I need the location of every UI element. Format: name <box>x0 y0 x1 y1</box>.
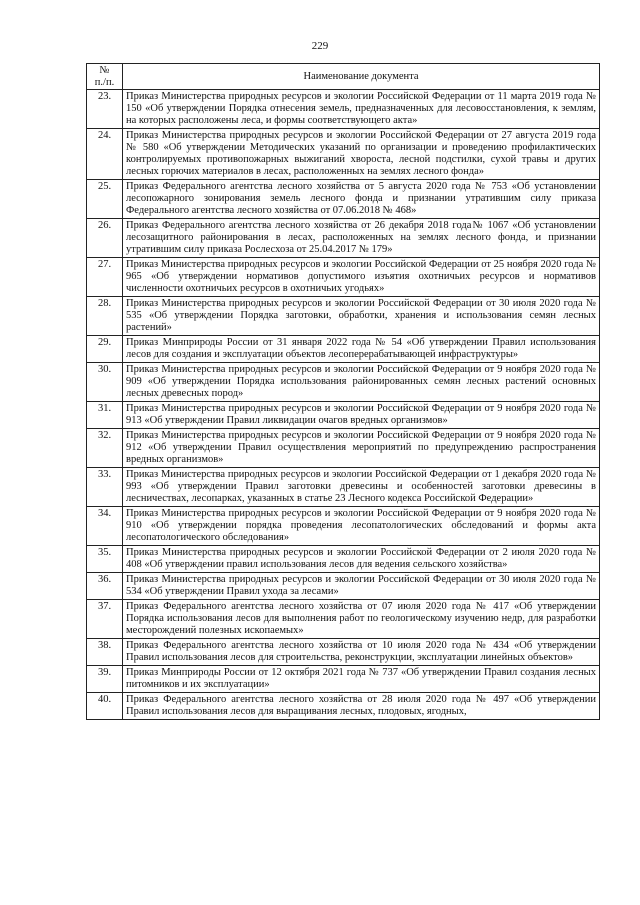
document-title: Приказ Министерства природных ресурсов и экологии Российской Федерации от 11 марта 2019 года № 150 «Об утверждении Порядка отнесения земель, предназначенных для лесовосстановления, к землям, на которых расположены леса, и формы соответствующего акта» <box>123 90 600 129</box>
document-title: Приказ Федерального агентства лесного хозяйства от 10 июля 2020 года № 434 «Об утверждении Правил использования лесов для строительства, реконструкции, эксплуатации линейных объектов» <box>123 639 600 666</box>
table-row <box>87 297 600 336</box>
row-number: 24. <box>87 129 123 180</box>
table-row <box>87 639 600 666</box>
document-title: Приказ Федерального агентства лесного хозяйства от 5 августа 2020 года № 753 «Об установлении лесопожарного зонирования земель лесного фонда и признании утратившим силу приказа Федерального агентства лесного хозяйства от 07.06.2018 № 468» <box>123 180 600 219</box>
document-title: Приказ Министерства природных ресурсов и экологии Российской Федерации от 30 июля 2020 года № 534 «Об утверждении Правил ухода за лесами» <box>123 573 600 600</box>
row-number: 37. <box>87 600 123 639</box>
document-title: Приказ Федерального агентства лесного хозяйства от 28 июля 2020 года № 497 «Об утверждении Правил использования лесов для выращивания лесных, плодовых, ягодных, <box>123 693 600 720</box>
row-number: 34. <box>87 507 123 546</box>
document-title: Приказ Федерального агентства лесного хозяйства от 07 июля 2020 года № 417 «Об утверждении Порядка использования лесов для выполнения работ по геологическому изучению недр, для разработки месторождений полезных ископаемых» <box>123 600 600 639</box>
table-row <box>87 429 600 468</box>
table-row <box>87 468 600 507</box>
table-row <box>87 666 600 693</box>
table-row <box>87 336 600 363</box>
table-row <box>87 363 600 402</box>
row-number: 23. <box>87 90 123 129</box>
row-number: 27. <box>87 258 123 297</box>
document-title: Приказ Федерального агентства лесного хозяйства от 26 декабря 2018 года№ 1067 «Об установлении лесозащитного районирования в лесах, расположенных на землях лесного фонда, и признании утратившим силу приказа Рослесхоза от 25.04.2017 № 179» <box>123 219 600 258</box>
table-body <box>87 90 600 720</box>
document-title: Приказ Министерства природных ресурсов и экологии Российской Федерации от 9 ноября 2020 года № 913 «Об утверждении Правил ликвидации очагов вредных организмов» <box>123 402 600 429</box>
document-title: Приказ Министерства природных ресурсов и экологии Российской Федерации от 27 августа 2019 года № 580 «Об утверждении Методических указаний по организации и проведению профилактических контролируемых противопожарных выжиганий хвороста, лесной подстилки, сухой травы и других лесных горючих материалов в лесах, расположенных на землях лесного фонда» <box>123 129 600 180</box>
table-row <box>87 546 600 573</box>
number-column-header: № п./п. <box>87 64 123 90</box>
document-title: Приказ Министерства природных ресурсов и экологии Российской Федерации от 9 ноября 2020 года № 912 «Об утверждении Правил осуществления мероприятий по предупреждению распространения вредных организмов» <box>123 429 600 468</box>
row-number: 28. <box>87 297 123 336</box>
table-row <box>87 507 600 546</box>
table-row <box>87 600 600 639</box>
page-number: 229 <box>311 40 329 52</box>
row-number: 29. <box>87 336 123 363</box>
row-number: 35. <box>87 546 123 573</box>
documents-table <box>86 63 600 720</box>
row-number: 30. <box>87 363 123 402</box>
document-title: Приказ Министерства природных ресурсов и экологии Российской Федерации от 30 июля 2020 года № 535 «Об утверждении Порядка заготовки, обработки, хранения и использования семян лесных растений» <box>123 297 600 336</box>
table-row <box>87 258 600 297</box>
table-row <box>87 129 600 180</box>
table-row <box>87 402 600 429</box>
row-number: 38. <box>87 639 123 666</box>
table-row <box>87 219 600 258</box>
row-number: 26. <box>87 219 123 258</box>
row-number: 40. <box>87 693 123 720</box>
table-header-row <box>87 64 600 90</box>
row-number: 33. <box>87 468 123 507</box>
row-number: 32. <box>87 429 123 468</box>
row-number: 31. <box>87 402 123 429</box>
document-title: Приказ Министерства природных ресурсов и экологии Российской Федерации от 9 ноября 2020 года № 909 «Об утверждении Порядка использования районированных семян лесных растений основных лесных древесных пород» <box>123 363 600 402</box>
table-row <box>87 693 600 720</box>
document-title: Приказ Министерства природных ресурсов и экологии Российской Федерации от 1 декабря 2020 года № 993 «Об утверждении Правил заготовки древесины и особенностей заготовки древесины в лесничествах, лесопарках, указанных в статье 23 Лесного кодекса Российской Федерации» <box>123 468 600 507</box>
table-row <box>87 180 600 219</box>
document-title: Приказ Министерства природных ресурсов и экологии Российской Федерации от 9 ноября 2020 года № 910 «Об утверждении порядка проведения лесопатологических обследований и формы акта лесопатологического обследования» <box>123 507 600 546</box>
row-number: 39. <box>87 666 123 693</box>
table-row <box>87 90 600 129</box>
row-number: 36. <box>87 573 123 600</box>
document-title: Приказ Министерства природных ресурсов и экологии Российской Федерации от 25 ноября 2020 года № 965 «Об утверждении нормативов допустимого изъятия охотничьих ресурсов и нормативов численности охотничьих ресурсов в охотничьих угодьях» <box>123 258 600 297</box>
document-title: Приказ Министерства природных ресурсов и экологии Российской Федерации от 2 июля 2020 года № 408 «Об утверждении правил использования лесов для ведения сельского хозяйства» <box>123 546 600 573</box>
name-column-header: Наименование документа <box>123 64 600 90</box>
document-title: Приказ Минприроды России от 31 января 2022 года № 54 «Об утверждении Правил использования лесов для создания и эксплуатации объектов лесоперерабатывающей инфраструктуры» <box>123 336 600 363</box>
row-number: 25. <box>87 180 123 219</box>
document-title: Приказ Минприроды России от 12 октября 2021 года № 737 «Об утверждении Правил создания лесных питомников и их эксплуатации» <box>123 666 600 693</box>
table-row <box>87 573 600 600</box>
